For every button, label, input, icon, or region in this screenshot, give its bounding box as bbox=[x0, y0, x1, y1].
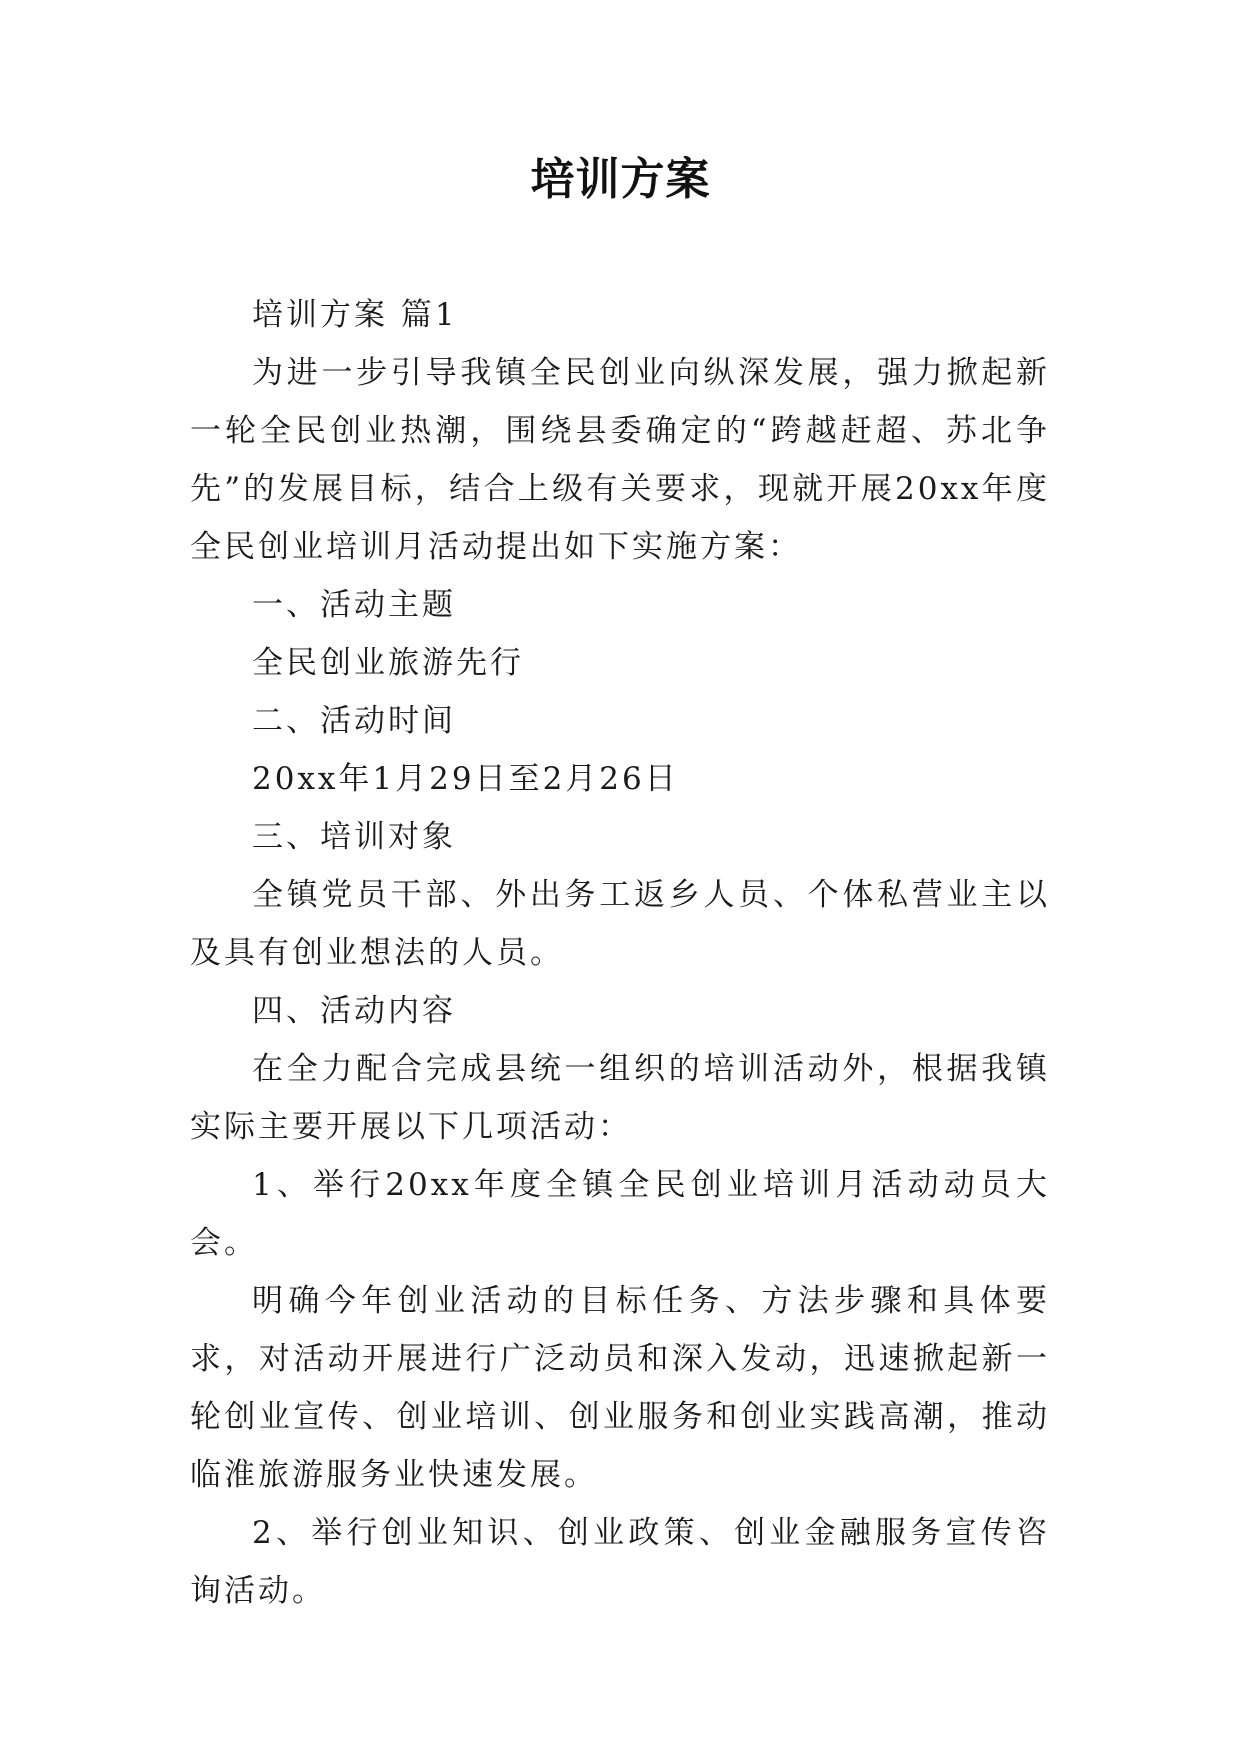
heading-activity-time: 二、活动时间 bbox=[252, 703, 456, 739]
activity-item-1-detail: 明确今年创业活动的目标任务、方法步骤和具体要求，对活动开展进行广泛动员和深入发动，迅速掀起新一轮创业宣传、创业培训、创业服务和创业实践高潮，推动临淮旅游服务业快速发展。 bbox=[190, 1283, 1050, 1493]
activity-item-1: 1、举行20xx年度全镇全民创业培训月活动动员大会。 bbox=[190, 1167, 1050, 1261]
activity-theme-text: 全民创业旅游先行 bbox=[252, 645, 524, 681]
training-target-text: 全镇党员干部、外出务工返乡人员、个体私营业主以及具有创业想法的人员。 bbox=[190, 877, 1050, 971]
intro-paragraph: 为进一步引导我镇全民创业向纵深发展，强力掀起新一轮全民创业热潮，围绕县委确定的“跨越赶超、苏北争先”的发展目标，结合上级有关要求，现就开展20xx年度全民创业培训月活动提出如下实施方案： bbox=[190, 355, 1050, 565]
heading-training-target: 三、培训对象 bbox=[252, 819, 456, 855]
section-heading: 培训方案 篇1 bbox=[252, 297, 458, 333]
activity-item-2: 2、举行创业知识、创业政策、创业金融服务宣传咨询活动。 bbox=[190, 1515, 1050, 1609]
heading-activity-theme: 一、活动主题 bbox=[252, 587, 456, 623]
document-title: 培训方案 bbox=[530, 154, 711, 205]
document-body bbox=[190, 286, 1050, 1620]
heading-activity-content: 四、活动内容 bbox=[252, 993, 456, 1029]
activity-time-text: 20xx年1月29日至2月26日 bbox=[252, 761, 679, 797]
activity-content-intro: 在全力配合完成县统一组织的培训活动外，根据我镇实际主要开展以下几项活动： bbox=[190, 1051, 1050, 1145]
